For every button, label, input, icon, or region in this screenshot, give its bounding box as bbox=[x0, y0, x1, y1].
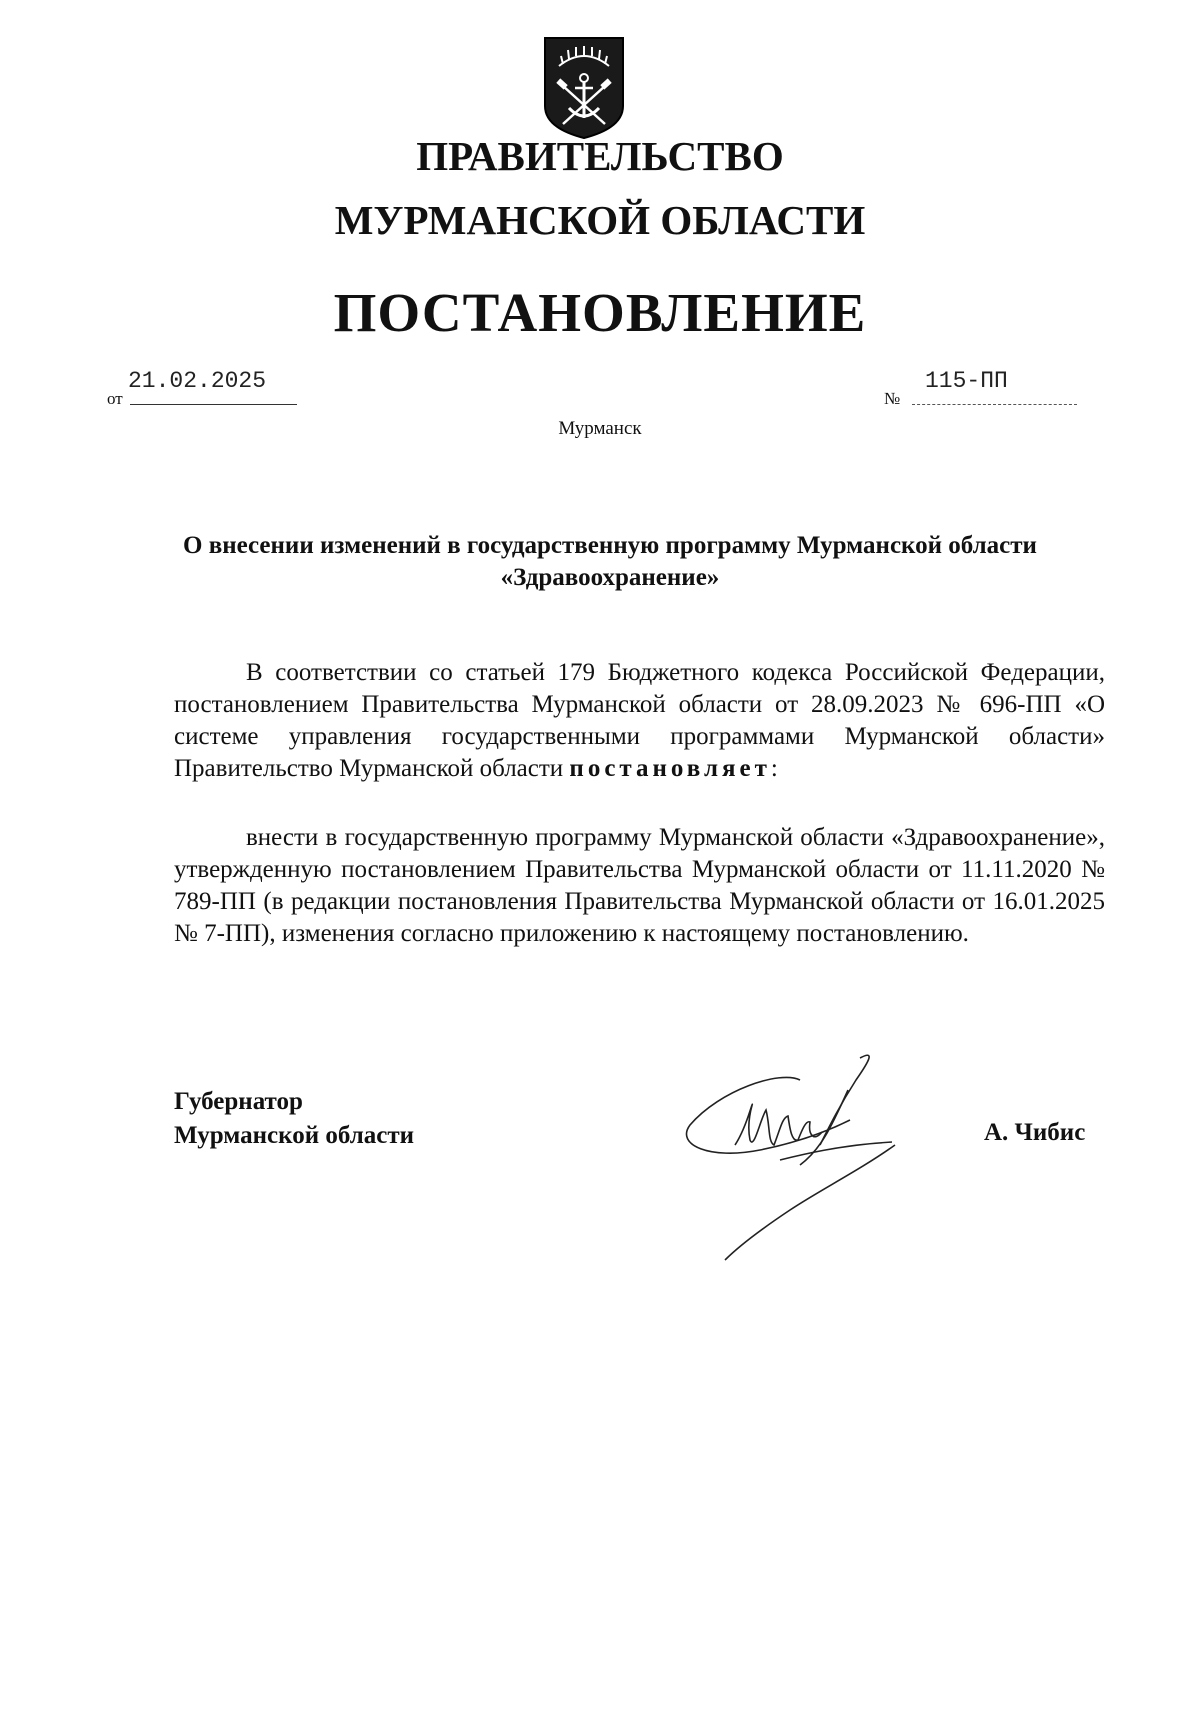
org-name-line1: ПРАВИТЕЛЬСТВО bbox=[416, 133, 784, 179]
decree-colon: : bbox=[770, 755, 778, 782]
document-date: 21.02.2025 bbox=[128, 368, 267, 394]
decree-word: постановляет bbox=[569, 755, 771, 782]
signer-name: А. Чибис bbox=[984, 1119, 1086, 1146]
handwritten-signature-icon bbox=[680, 1050, 920, 1270]
number-underline bbox=[912, 404, 1077, 405]
document-number: 115-ПП bbox=[925, 368, 1008, 394]
signer-title-line2: Мурманской области bbox=[174, 1122, 415, 1149]
paragraph-1-text: В соответствии со статьей 179 Бюджетного кодекса Российской Федерации, постановлением Правительства Мурманской области от 28.09.2023 № 696-ПП «О системе управления государственными программами Мурманской области» Правительство Мурманской области bbox=[174, 659, 1105, 782]
signer-title-line1: Губернатор bbox=[174, 1088, 303, 1115]
document-type-title: ПОСТАНОВЛЕНИЕ bbox=[333, 282, 867, 343]
org-name-line2: МУРМАНСКОЙ ОБЛАСТИ bbox=[334, 197, 866, 243]
date-underline bbox=[130, 404, 297, 405]
date-prefix: от bbox=[107, 389, 123, 408]
body-paragraph-2: внести в государственную программу Мурманской области «Здравоохранение», утвержденную постановлением Правительства Мурманской области от 11.11.2020 № 789-ПП (в редакции постановления Правительства Мурманской области от 16.01.2025 № 7-ПП), изменения согласно приложению к настоящему постановлению. bbox=[174, 824, 1105, 947]
signer-title bbox=[174, 1085, 414, 1153]
body-paragraph-1 bbox=[174, 657, 1105, 785]
document-subject: О внесении изменений в государственную программу Мурманской области «Здравоохранение» bbox=[183, 532, 1037, 591]
city-name: Мурманск bbox=[558, 418, 642, 439]
coat-of-arms-icon bbox=[543, 36, 625, 140]
number-prefix: № bbox=[884, 389, 901, 408]
